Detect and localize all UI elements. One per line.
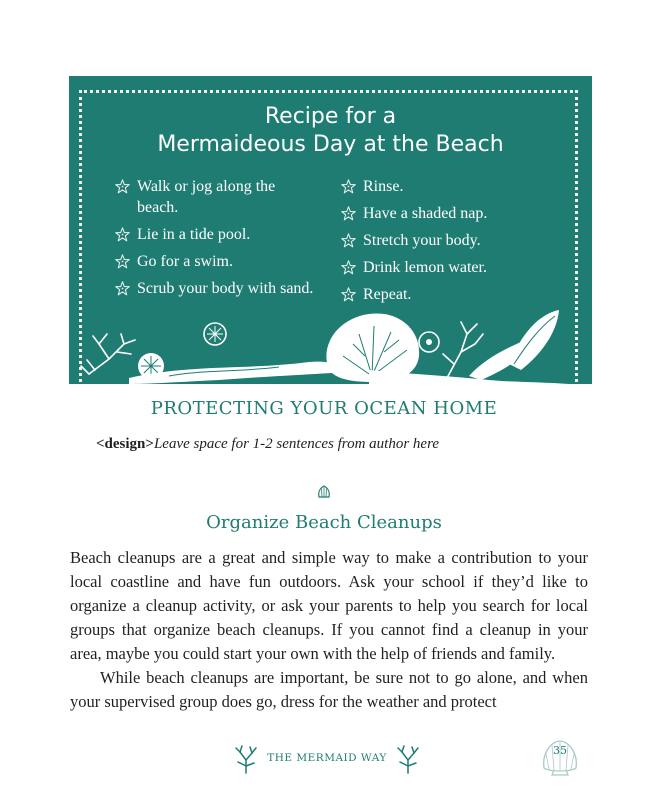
recipe-box <box>69 76 592 384</box>
recipe-step-text: Lie in a tide pool. <box>137 226 251 243</box>
starfish-icon <box>341 179 356 194</box>
seaweed-illustration <box>69 304 592 384</box>
recipe-step-text: Scrub your body with sand. <box>137 280 314 297</box>
design-note <box>96 436 439 453</box>
recipe-step-text: Repeat. <box>363 286 412 303</box>
recipe-step-text: Go for a swim. <box>137 253 233 270</box>
recipe-step-text: Walk or jog along the beach. <box>137 178 276 216</box>
page-number: 35 <box>553 744 567 757</box>
recipe-step <box>341 203 541 224</box>
recipe-title-line-2: Mermaideous Day at the Beach <box>157 132 504 157</box>
recipe-step-text: Stretch your body. <box>363 232 481 249</box>
recipe-step <box>341 176 541 197</box>
recipe-steps-left <box>115 176 315 305</box>
article-heading: Organize Beach Cleanups <box>206 512 442 533</box>
starfish-icon <box>115 281 130 296</box>
starfish-icon <box>115 227 130 242</box>
recipe-step-text: Rinse. <box>363 178 404 195</box>
recipe-step <box>115 278 315 299</box>
article-paragraph-1: Beach cleanups are a great and simple way to make a contribution to your local coastline and have fun outdoors. Ask your school if they’d like to organize a cleanup activity, or ask your parents to help you search for local groups that organize beach cleanups. If you cannot find a cleanup in your area, maybe you could start your own with the help of friends and family. <box>70 548 588 663</box>
running-title: THE MERMAID WAY <box>267 752 387 764</box>
coral-icon <box>232 744 260 774</box>
design-note-text: Leave space for 1-2 sentences from author here <box>153 436 440 452</box>
recipe-title-line-1: Recipe for a <box>264 104 397 129</box>
starfish-icon <box>115 254 130 269</box>
recipe-steps-right <box>341 176 541 311</box>
recipe-step <box>115 224 315 245</box>
footer <box>232 744 422 774</box>
recipe-step <box>115 251 315 272</box>
recipe-step <box>341 257 541 278</box>
starfish-icon <box>341 233 356 248</box>
recipe-step <box>341 230 541 251</box>
starfish-icon <box>341 206 356 221</box>
starfish-icon <box>115 179 130 194</box>
page-number-shell <box>540 738 580 776</box>
recipe-step <box>341 284 541 305</box>
design-tag: <design> <box>96 436 154 452</box>
article-paragraph-2: While beach cleanups are important, be sure not to go alone, and when your supervised group does go, dress for the weather and protect <box>70 668 588 711</box>
starfish-icon <box>341 287 356 302</box>
shell-divider-icon <box>316 484 332 500</box>
section-heading: PROTECTING YOUR OCEAN HOME <box>150 398 498 419</box>
recipe-step-text: Drink lemon water. <box>363 259 487 276</box>
starfish-icon <box>341 260 356 275</box>
sand-dollar-icon <box>204 323 226 345</box>
recipe-step-text: Have a shaded nap. <box>363 205 488 222</box>
recipe-step <box>115 176 315 218</box>
coral-icon <box>394 744 422 774</box>
